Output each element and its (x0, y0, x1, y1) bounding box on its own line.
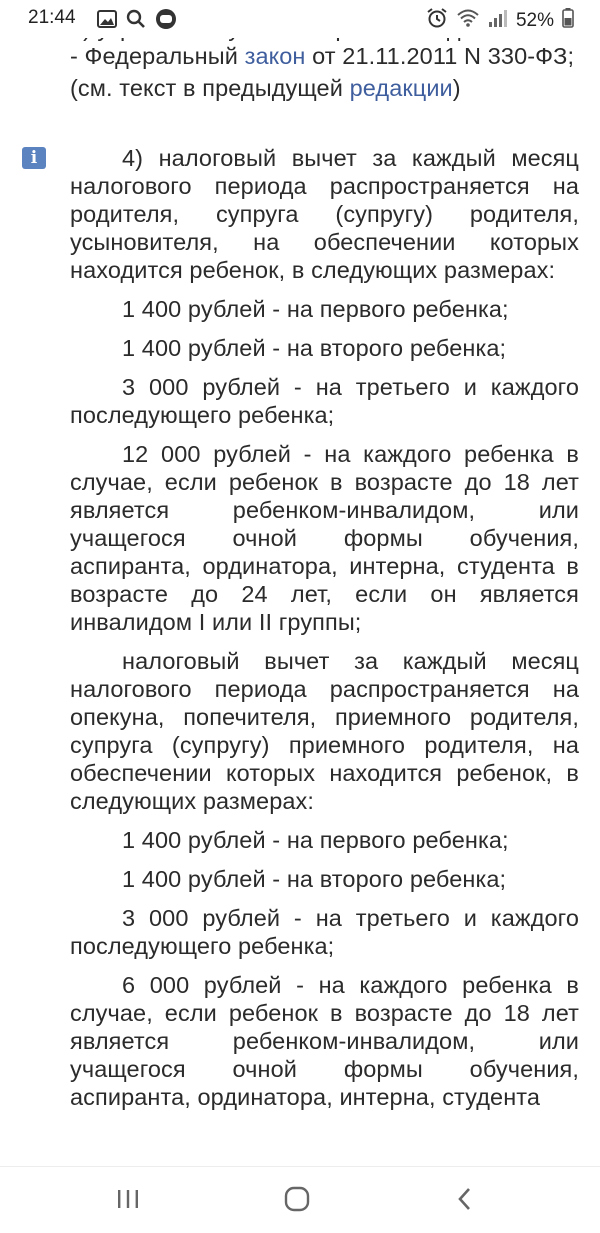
wifi-icon (456, 8, 480, 33)
circle-app-icon (155, 8, 177, 35)
signal-icon (488, 8, 508, 33)
paragraph: 3 000 рублей - на третьего и каждого последующего ребенка; (70, 905, 579, 959)
battery-percent: 52% (515, 9, 554, 31)
home-icon (283, 1185, 311, 1218)
see-suffix: ) (452, 75, 461, 101)
law-suffix: от 21.11.2011 N 330-ФЗ; (305, 43, 575, 69)
paragraph: 1 400 рублей - на первого ребенка; (122, 827, 509, 853)
paragraph: 4) налоговый вычет за каждый месяц налогового периода распространяется на родителя, супруга (супругу) родителя, усыновителя, на обеспечении которых находится ребенок, в следующих размерах: (70, 145, 579, 283)
alarm-icon (426, 7, 448, 34)
battery-icon (562, 8, 574, 33)
paragraph: 12 000 рублей - на каждого ребенка в случае, если ребенок в возрасте до 18 лет является ребенком-инвалидом, или учащегося очной формы обучения, аспиранта, ординатора, интерна, студента в возрасте до 24 лет, если он является инвалидом I или II группы; (70, 441, 579, 635)
status-bar (0, 0, 600, 38)
back-icon (455, 1186, 475, 1217)
law-link[interactable]: закон (244, 43, 306, 69)
law-prefix: - Федеральный (70, 43, 245, 69)
paragraph: налоговый вычет за каждый месяц налогового периода распространяется на опекуна, попечителя, приемного родителя, супруга (супругу) приемного родителя, на обеспечении которых находится ребенок, в следующих размерах: (70, 648, 579, 814)
image-icon (97, 10, 117, 33)
see-prefix: (см. текст в предыдущей (70, 75, 350, 101)
paragraph: 1 400 рублей - на второго ребенка; (122, 335, 507, 361)
status-time: 21:44 (28, 7, 76, 28)
paragraph: 1 400 рублей - на первого ребенка; (122, 296, 509, 322)
paragraph: 3 000 рублей - на третьего и каждого последующего ребенка; (70, 374, 579, 428)
edition-link[interactable]: редакции (349, 75, 453, 101)
home-button[interactable] (267, 1181, 327, 1221)
back-button[interactable] (435, 1181, 495, 1221)
paragraph: 1 400 рублей - на второго ребенка; (122, 866, 507, 892)
recent-apps-icon (115, 1187, 141, 1216)
navigation-bar (0, 1166, 600, 1233)
recent-apps-button[interactable] (98, 1181, 158, 1221)
info-icon[interactable]: i (22, 147, 46, 169)
search-icon (126, 9, 146, 34)
paragraph: 6 000 рублей - на каждого ребенка в случае, если ребенок в возрасте до 18 лет является ребенком-инвалидом, или учащегося очной формы обучения, аспиранта, ординатора, интерна, студента (70, 972, 579, 1110)
law-reference (70, 42, 579, 70)
see-reference (70, 74, 579, 102)
